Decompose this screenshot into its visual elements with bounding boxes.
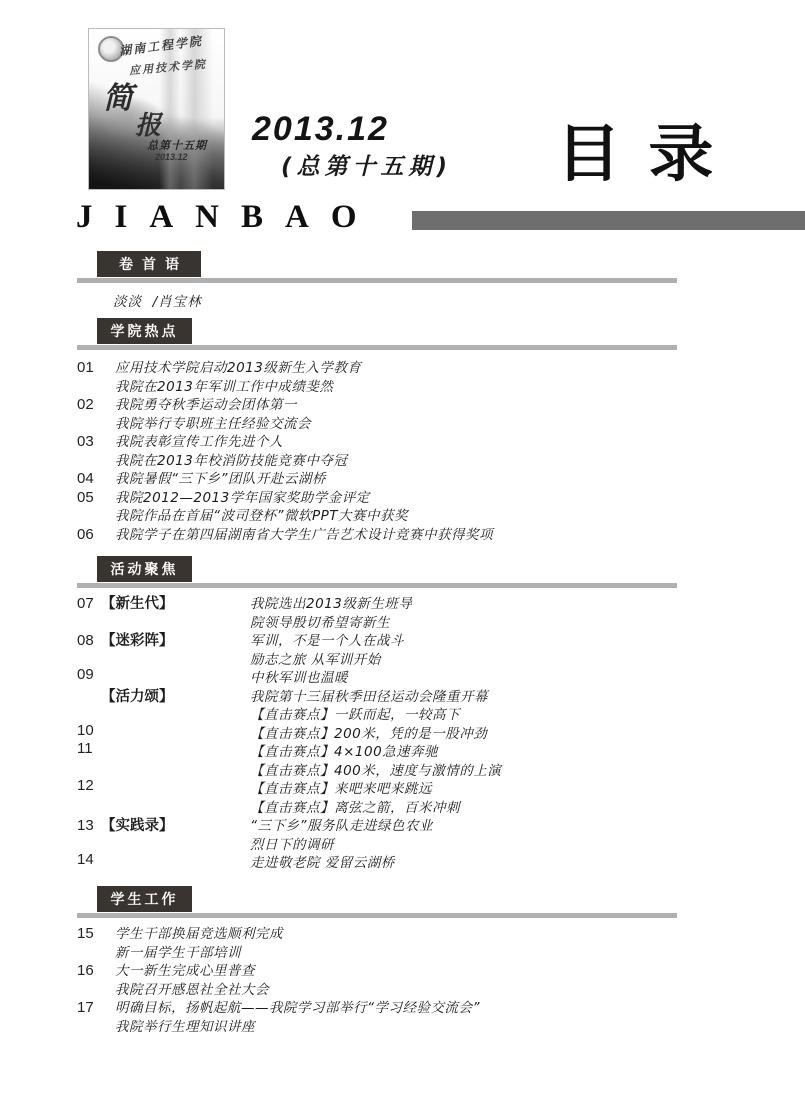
section-rule — [77, 913, 677, 918]
row-title: 我院举行生理知识讲座 — [115, 1018, 255, 1035]
row-category-tag: 【迷彩阵】 — [101, 633, 174, 649]
row-title: 【直击赛点】一跃而起，一较高下 — [250, 707, 460, 723]
section-rows — [77, 290, 795, 309]
toc-row — [77, 356, 795, 375]
toc-row — [77, 504, 795, 523]
toc-row — [77, 1015, 795, 1034]
page-title: 目录 — [556, 117, 741, 190]
toc-row — [77, 722, 795, 741]
toc-row — [77, 814, 795, 833]
toc-row — [77, 941, 795, 960]
row-number: 10 — [77, 721, 94, 739]
section-rows — [77, 356, 795, 541]
toc-row — [77, 685, 795, 704]
row-title: 院领导殷切希望寄新生 — [250, 614, 390, 631]
section-header — [77, 886, 677, 920]
row-title: 励志之旅 从军训开始 — [250, 651, 381, 668]
toc-row — [77, 833, 795, 852]
row-category-tag: 【活力颂】 — [101, 688, 174, 705]
toc-row — [77, 648, 795, 667]
row-number: 01 — [77, 359, 94, 376]
issue-number-label: (总第十五期) — [281, 154, 453, 180]
row-title: 明确目标，扬帆起航——我院学习部举行“学习经验交流会” — [115, 1000, 480, 1016]
section-label-box: 学院热点 — [97, 318, 192, 344]
toc-row — [77, 978, 795, 997]
row-title: 【直击赛点】4×100急速奔驰 — [250, 744, 439, 760]
toc-row — [77, 449, 795, 468]
row-title: 我院在2013年军训工作中成绩斐然 — [115, 378, 334, 395]
toc-row — [77, 796, 795, 815]
row-title: 我院学子在第四届湖南省大学生广告艺术设计竞赛中获得奖项 — [115, 526, 493, 543]
cover-issue-line: 总第十五期 — [147, 140, 207, 152]
toc-row — [77, 703, 795, 722]
cover-school-line1: 湖南工程学院 — [118, 33, 204, 59]
brand-wordmark: JIANBAO — [76, 199, 379, 235]
row-number: 09 — [77, 666, 94, 683]
section-header — [77, 251, 677, 285]
row-title: 我院选出2013级新生班导 — [250, 596, 413, 612]
cover-title-char1: 简 — [103, 82, 133, 115]
section-label-box: 学生工作 — [97, 886, 192, 912]
brand-rule-bar — [412, 211, 805, 230]
toc-row — [77, 290, 795, 309]
row-title: 【直击赛点】400米，速度与激情的上演 — [250, 762, 502, 779]
issue-date: 2013.12 — [252, 110, 389, 148]
row-title: 淡淡 /肖宝林 — [113, 294, 202, 310]
row-title: 我院2012—2013学年国家奖助学金评定 — [115, 489, 370, 506]
section-label-box: 活动聚焦 — [97, 556, 192, 582]
toc-row — [77, 666, 795, 685]
row-title: 我院勇夺秋季运动会团体第一 — [115, 397, 297, 413]
toc-row — [77, 959, 795, 978]
row-number: 05 — [77, 488, 94, 506]
toc-row — [77, 592, 795, 611]
toc-row — [77, 777, 795, 796]
row-title: 学生干部换届竞选顺利完成 — [115, 926, 283, 942]
row-title: 我院召开感恩社全社大会 — [115, 981, 269, 998]
section-header — [77, 318, 677, 352]
row-number: 17 — [77, 999, 94, 1016]
toc-row — [77, 393, 795, 412]
toc-row — [77, 922, 795, 941]
row-number: 08 — [77, 632, 94, 649]
row-title: 烈日下的调研 — [250, 836, 334, 853]
row-number: 16 — [77, 962, 94, 979]
toc-row — [77, 467, 795, 486]
section-rows — [77, 592, 795, 870]
row-title: 我院作品在首届“波司登杯”微软PPT大赛中获奖 — [115, 508, 409, 524]
row-title: 我院暑假“三下乡”团队开赴云湖桥 — [115, 471, 326, 487]
row-number: 04 — [77, 470, 94, 487]
row-title: 应用技术学院启动2013级新生入学教育 — [115, 360, 362, 376]
section-rule — [77, 583, 677, 588]
toc-row — [77, 486, 795, 505]
row-title: 【直击赛点】离弦之箭，百米冲刺 — [250, 799, 460, 816]
row-number: 12 — [77, 777, 94, 794]
cover-title-char2: 报 — [135, 110, 162, 140]
toc-row — [77, 740, 795, 759]
row-title: 走进敬老院 爱留云湖桥 — [250, 855, 395, 871]
toc-row — [77, 523, 795, 542]
section-rows — [77, 922, 795, 1033]
row-title: 中秋军训也温暖 — [250, 670, 348, 686]
row-category-tag: 【新生代】 — [101, 596, 174, 612]
row-number: 02 — [77, 396, 94, 413]
row-number: 14 — [77, 851, 94, 868]
toc-row — [77, 851, 795, 870]
row-number: 11 — [77, 740, 93, 757]
row-number: 07 — [77, 595, 94, 612]
section-rule — [77, 345, 677, 350]
toc-row — [77, 996, 795, 1015]
toc-row — [77, 375, 795, 394]
toc-row — [77, 430, 795, 449]
row-title: 我院在2013年校消防技能竞赛中夺冠 — [115, 452, 348, 469]
toc-row — [77, 759, 795, 778]
cover-date-line: 2013.12 — [155, 152, 188, 162]
row-title: 军训，不是一个人在战斗 — [250, 633, 404, 649]
row-number: 06 — [77, 525, 94, 543]
row-title: 我院第十三届秋季田径运动会隆重开幕 — [250, 688, 488, 705]
section-header — [77, 556, 677, 590]
row-title: 新一届学生干部培训 — [115, 944, 241, 961]
row-title: “三下乡”服务队走进绿色农业 — [250, 818, 433, 834]
row-title: 我院表彰宣传工作先进个人 — [115, 434, 283, 450]
row-category-tag: 【实践录】 — [101, 818, 174, 834]
section-rule — [77, 278, 677, 283]
cover-school-line2: 应用技术学院 — [128, 58, 208, 78]
toc-row — [77, 611, 795, 630]
row-title: 大一新生完成心里普查 — [115, 963, 255, 979]
row-title: 【直击赛点】200米，凭的是一股冲劲 — [250, 725, 488, 742]
row-number: 13 — [77, 817, 94, 834]
row-title: 我院举行专职班主任经验交流会 — [115, 415, 311, 432]
cover-thumbnail — [88, 28, 225, 190]
toc-row — [77, 412, 795, 431]
row-number: 03 — [77, 433, 94, 450]
row-title: 【直击赛点】来吧来吧来跳远 — [250, 781, 432, 797]
section-label-box: 卷首语 — [97, 251, 201, 277]
toc-row — [77, 629, 795, 648]
row-number: 15 — [77, 925, 94, 942]
